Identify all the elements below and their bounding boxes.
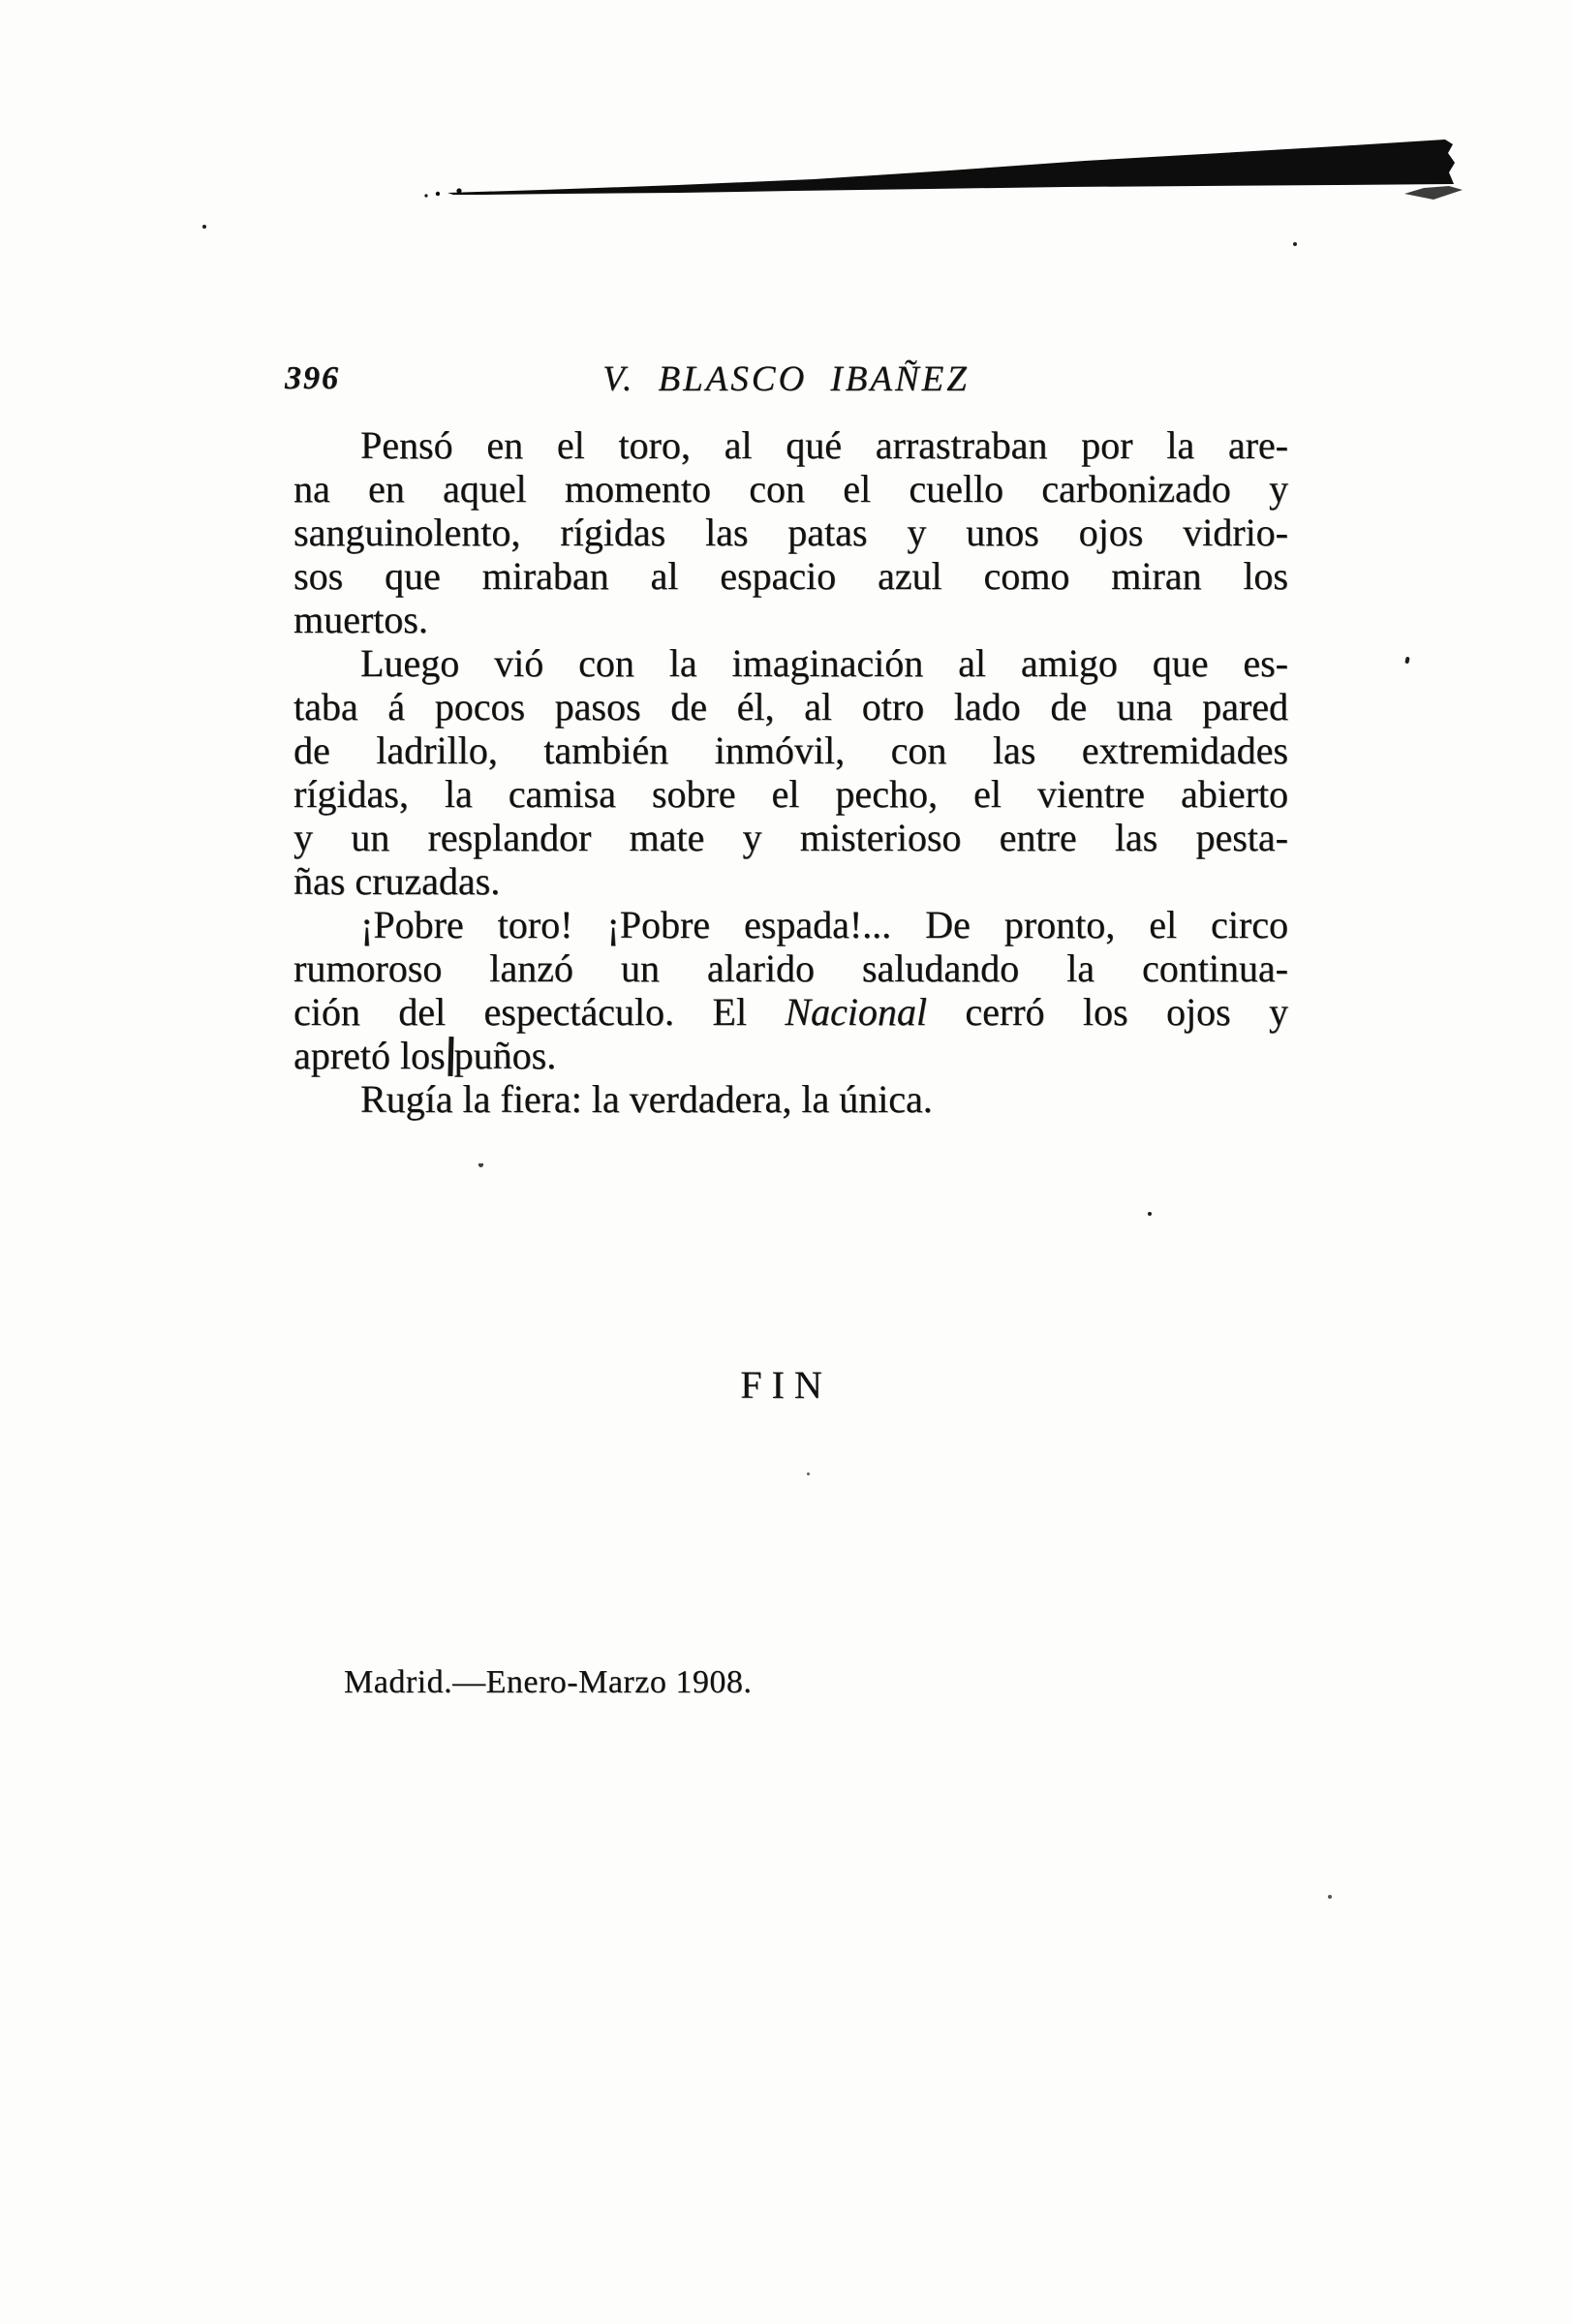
text-segment: ¡Pobre toro! ¡Pobre espada!... De pronto, el circo [360,903,1288,946]
text-segment: ñas cruzadas. [293,859,501,903]
text-line [293,859,1288,903]
text-segment: muertos. [293,598,428,641]
ink-blot [447,1037,453,1076]
text-line [293,903,1288,946]
text-line [293,685,1288,728]
text-segment: sos que miraban al espacio azul como miran los [293,554,1288,598]
text-segment: sanguinolento, rígidas las patas y unos ojos vidrio- [293,511,1288,554]
text-segment: cerró los ojos y [927,990,1288,1034]
text-line [293,598,1288,641]
text-line [293,990,1288,1034]
text-segment: y un resplandor mate y misterioso entre las pesta- [293,816,1288,859]
text-segment: ción del espectáculo. El [293,990,786,1034]
scan-speck [807,1472,810,1475]
text-segment: Rugía la fiera: la verdadera, la única. [360,1077,933,1121]
text-line [293,467,1288,511]
text-segment: Pensó en el toro, al qué arrastraban por la are- [360,423,1288,467]
text-segment: puños. [453,1034,557,1077]
italic-word: Nacional [785,990,927,1034]
text-line [293,641,1288,685]
body-text [293,423,1288,1121]
fin-label: FIN [740,1363,832,1407]
text-line [293,816,1288,859]
text-line [293,423,1288,467]
scan-speck [1148,1212,1152,1216]
scan-speck [478,1163,483,1167]
text-line [293,554,1288,598]
text-line [293,1034,1288,1077]
text-line [293,1077,1288,1121]
page-number: 396 [285,360,340,396]
running-header: V. BLASCO IBAÑEZ [602,359,970,399]
text-segment: rumoroso lanzó un alarido saludando la continua- [293,946,1288,990]
scan-speck [1328,1895,1332,1899]
text-segment: Luego vió con la imaginación al amigo que es- [360,641,1288,685]
text-segment: rígidas, la camisa sobre el pecho, el vientre abierto [293,772,1288,816]
text-line [293,511,1288,554]
scan-speck [1404,657,1409,665]
colophon: Madrid.—Enero-Marzo 1908. [344,1664,753,1700]
text-segment: de ladrillo, también inmóvil, con las extremidades [293,728,1288,772]
text-segment: taba á pocos pasos de él, al otro lado de una pared [293,685,1288,728]
text-segment: na en aquel momento con el cuello carbonizado y [293,467,1288,511]
text-line [293,772,1288,816]
text-line [293,946,1288,990]
text-segment: apretó los [293,1034,446,1077]
scan-speck [202,225,206,229]
ink-swash [0,0,1572,291]
text-line [293,728,1288,772]
